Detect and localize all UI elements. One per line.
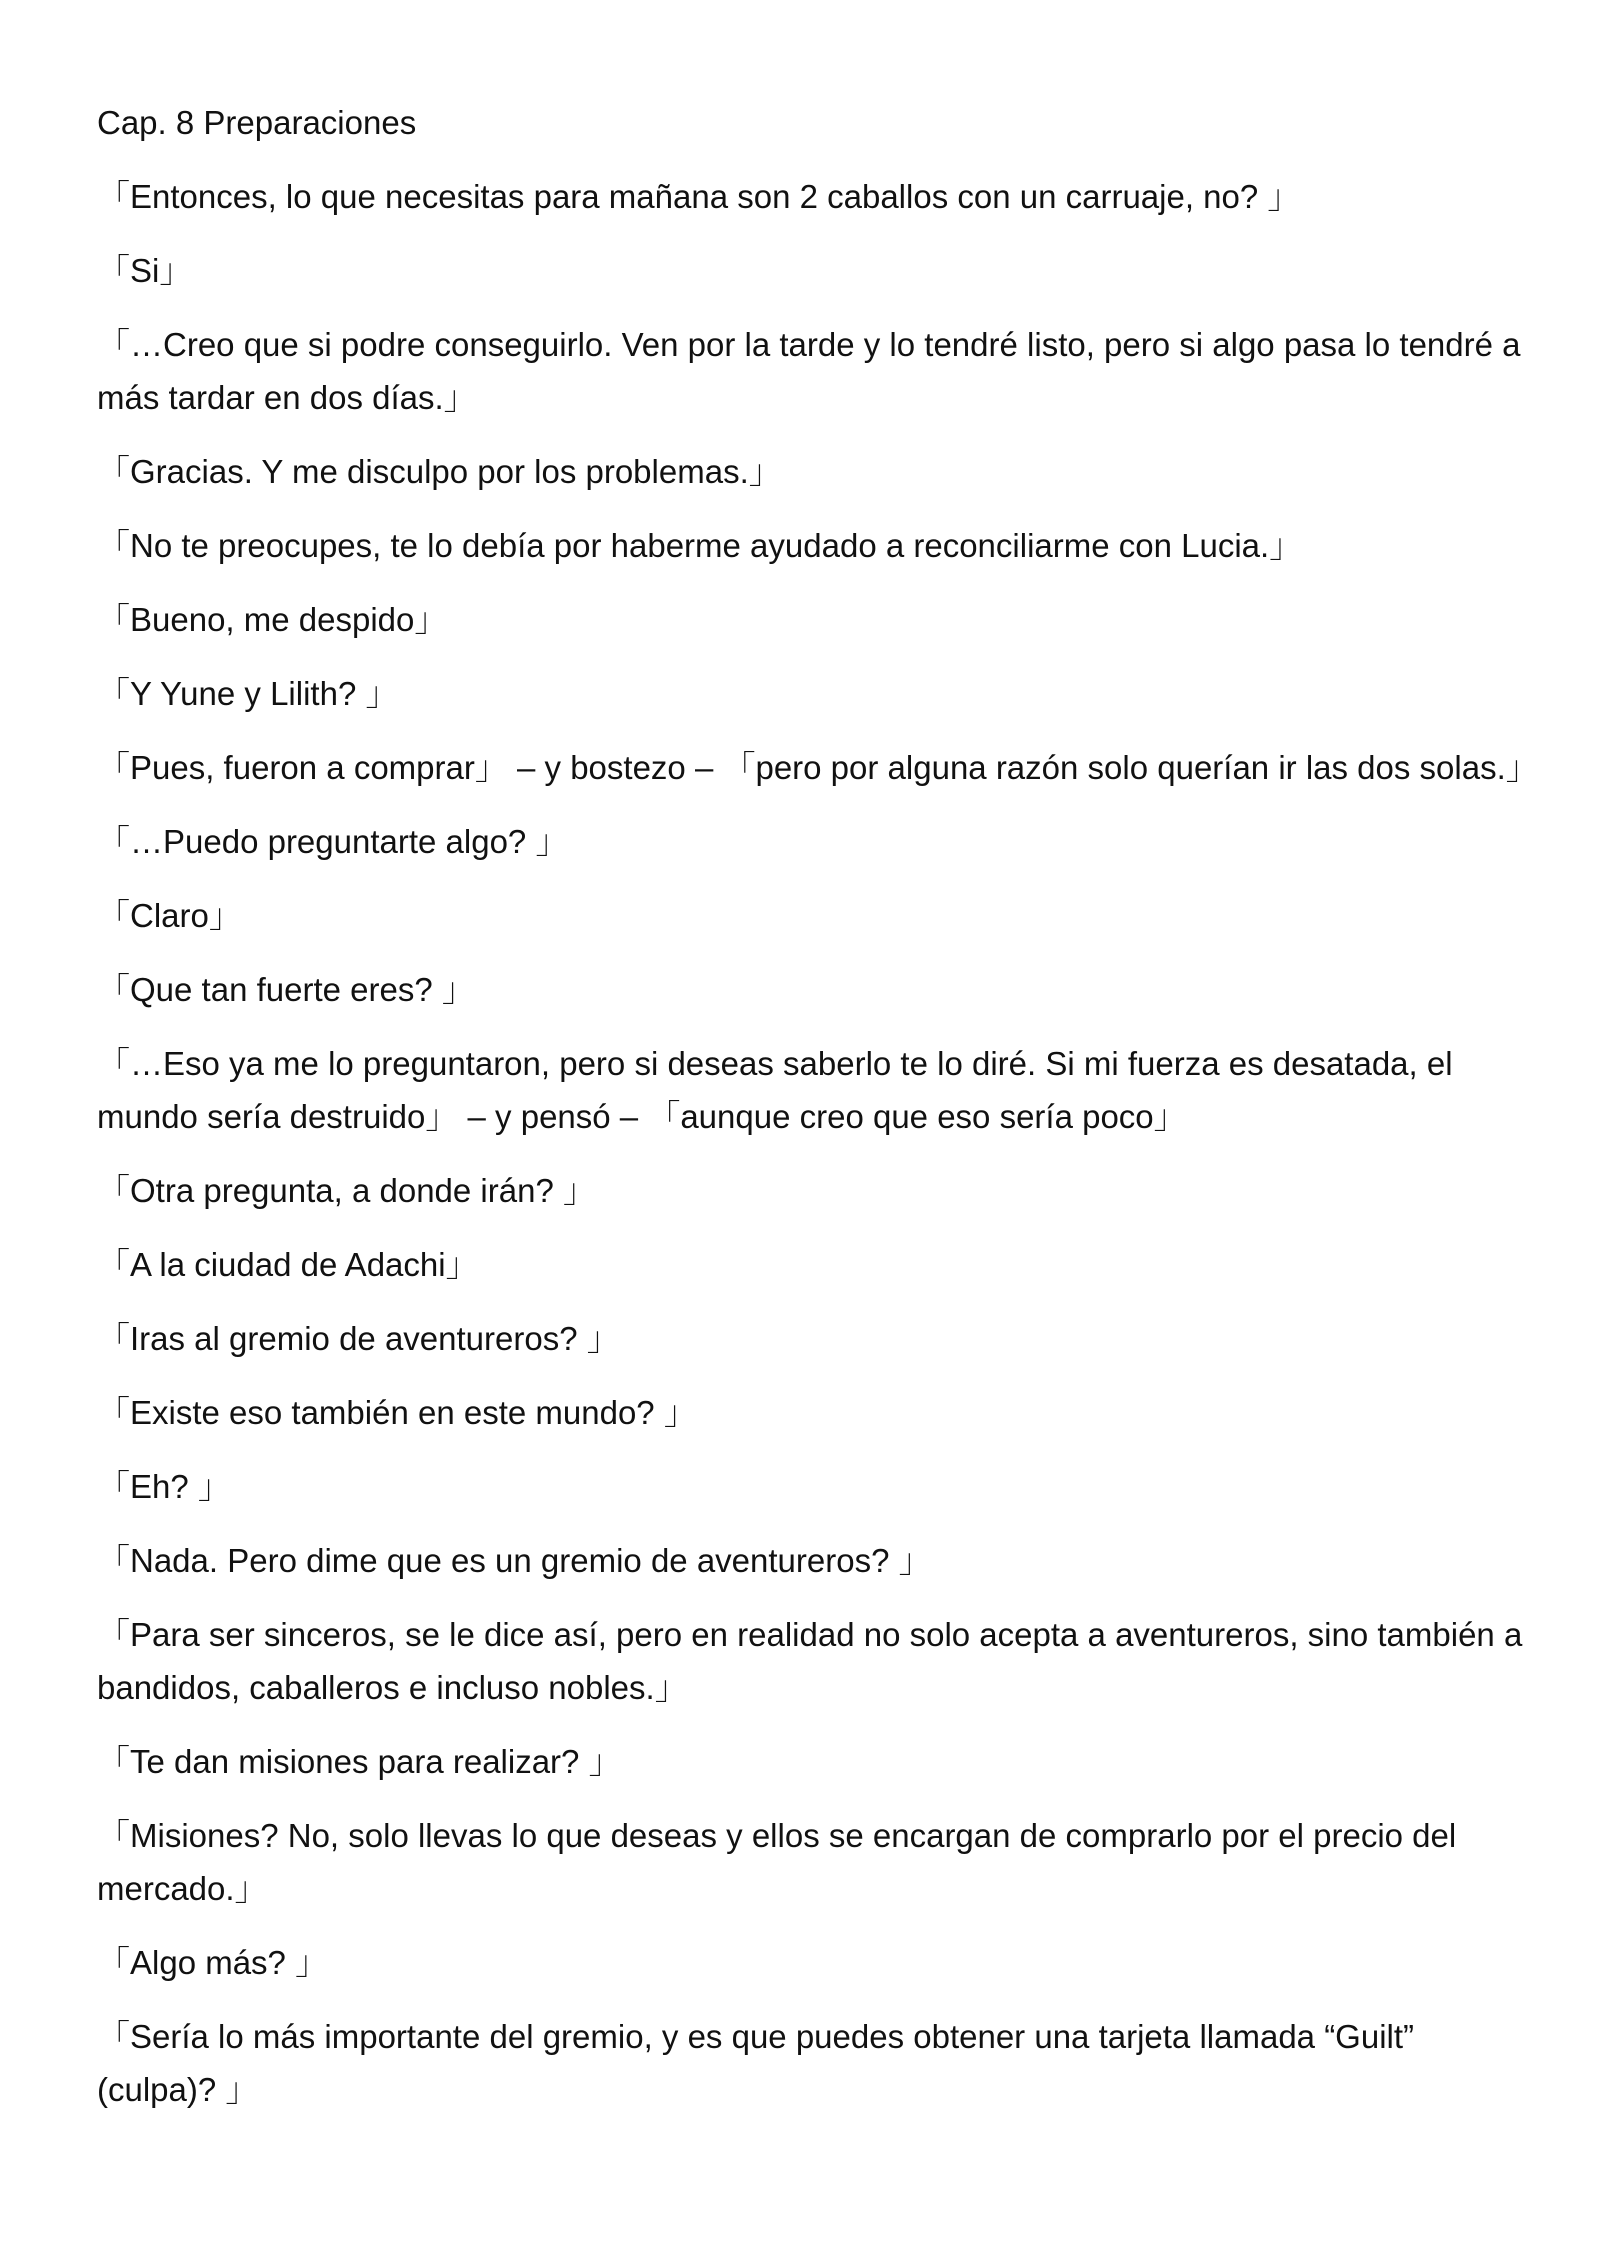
dialogue-paragraph: 「Que tan fuerte eres? 」 xyxy=(97,971,475,1008)
dialogue-paragraph: 「Eh? 」 xyxy=(97,1468,231,1505)
dialogue-paragraph: 「Te dan misiones para realizar? 」 xyxy=(97,1743,622,1780)
dialogue-paragraph: 「Gracias. Y me disculpo por los problemas.」 xyxy=(97,453,782,490)
dialogue-paragraph: 「Algo más? 」 xyxy=(97,1944,329,1981)
dialogue-paragraph: 「Entonces, lo que necesitas para mañana son 2 caballos con un carruaje, no? 」 xyxy=(97,178,1301,215)
dialogue-paragraph: 「Otra pregunta, a donde irán? 」 xyxy=(97,1172,596,1209)
dialogue-paragraph: 「Claro」 xyxy=(97,897,242,934)
dialogue-paragraph: 「No te preocupes, te lo debía por haberme ayudado a reconciliarme con Lucia.」 xyxy=(97,527,1303,564)
document-page xyxy=(97,96,1539,2137)
dialogue-paragraph: 「Iras al gremio de aventureros? 」 xyxy=(97,1320,620,1357)
dialogue-paragraph: 「Nada. Pero dime que es un gremio de aventureros? 」 xyxy=(97,1542,932,1579)
chapter-title: Cap. 8 Preparaciones xyxy=(97,104,417,141)
dialogue-paragraph: 「…Creo que si podre conseguirlo. Ven por la tarde y lo tendré listo, pero si algo pasa lo tendré a más tardar en dos días.」 xyxy=(97,326,1521,416)
dialogue-paragraph: 「Bueno, me despido」 xyxy=(97,601,448,638)
dialogue-paragraph: 「A la ciudad de Adachi」 xyxy=(97,1246,479,1283)
dialogue-paragraph: 「…Puedo preguntarte algo? 」 xyxy=(97,823,569,860)
dialogue-paragraph: 「Sería lo más importante del gremio, y es que puedes obtener una tarjeta llamada “Guilt” (culpa)? 」 xyxy=(97,2018,1415,2108)
dialogue-paragraph: 「Pues, fueron a comprar」 – y bostezo – 「pero por alguna razón solo querían ir las dos solas.」 xyxy=(97,749,1539,786)
dialogue-paragraph: 「…Eso ya me lo preguntaron, pero si deseas saberlo te lo diré. Si mi fuerza es desatada, el mundo sería destruido」 – y pensó – 「aunque creo que eso sería poco」 xyxy=(97,1045,1453,1135)
dialogue-paragraph: 「Misiones? No, solo llevas lo que deseas y ellos se encargan de comprarlo por el precio del mercado.」 xyxy=(97,1817,1457,1907)
dialogue-paragraph: 「Para ser sinceros, se le dice así, pero en realidad no solo acepta a aventureros, sino también a bandidos, caballeros e incluso nobles.」 xyxy=(97,1616,1523,1706)
dialogue-paragraph: 「Existe eso también en este mundo? 」 xyxy=(97,1394,697,1431)
dialogue-paragraph: 「Si」 xyxy=(97,252,193,289)
dialogue-paragraph: 「Y Yune y Lilith? 」 xyxy=(97,675,399,712)
